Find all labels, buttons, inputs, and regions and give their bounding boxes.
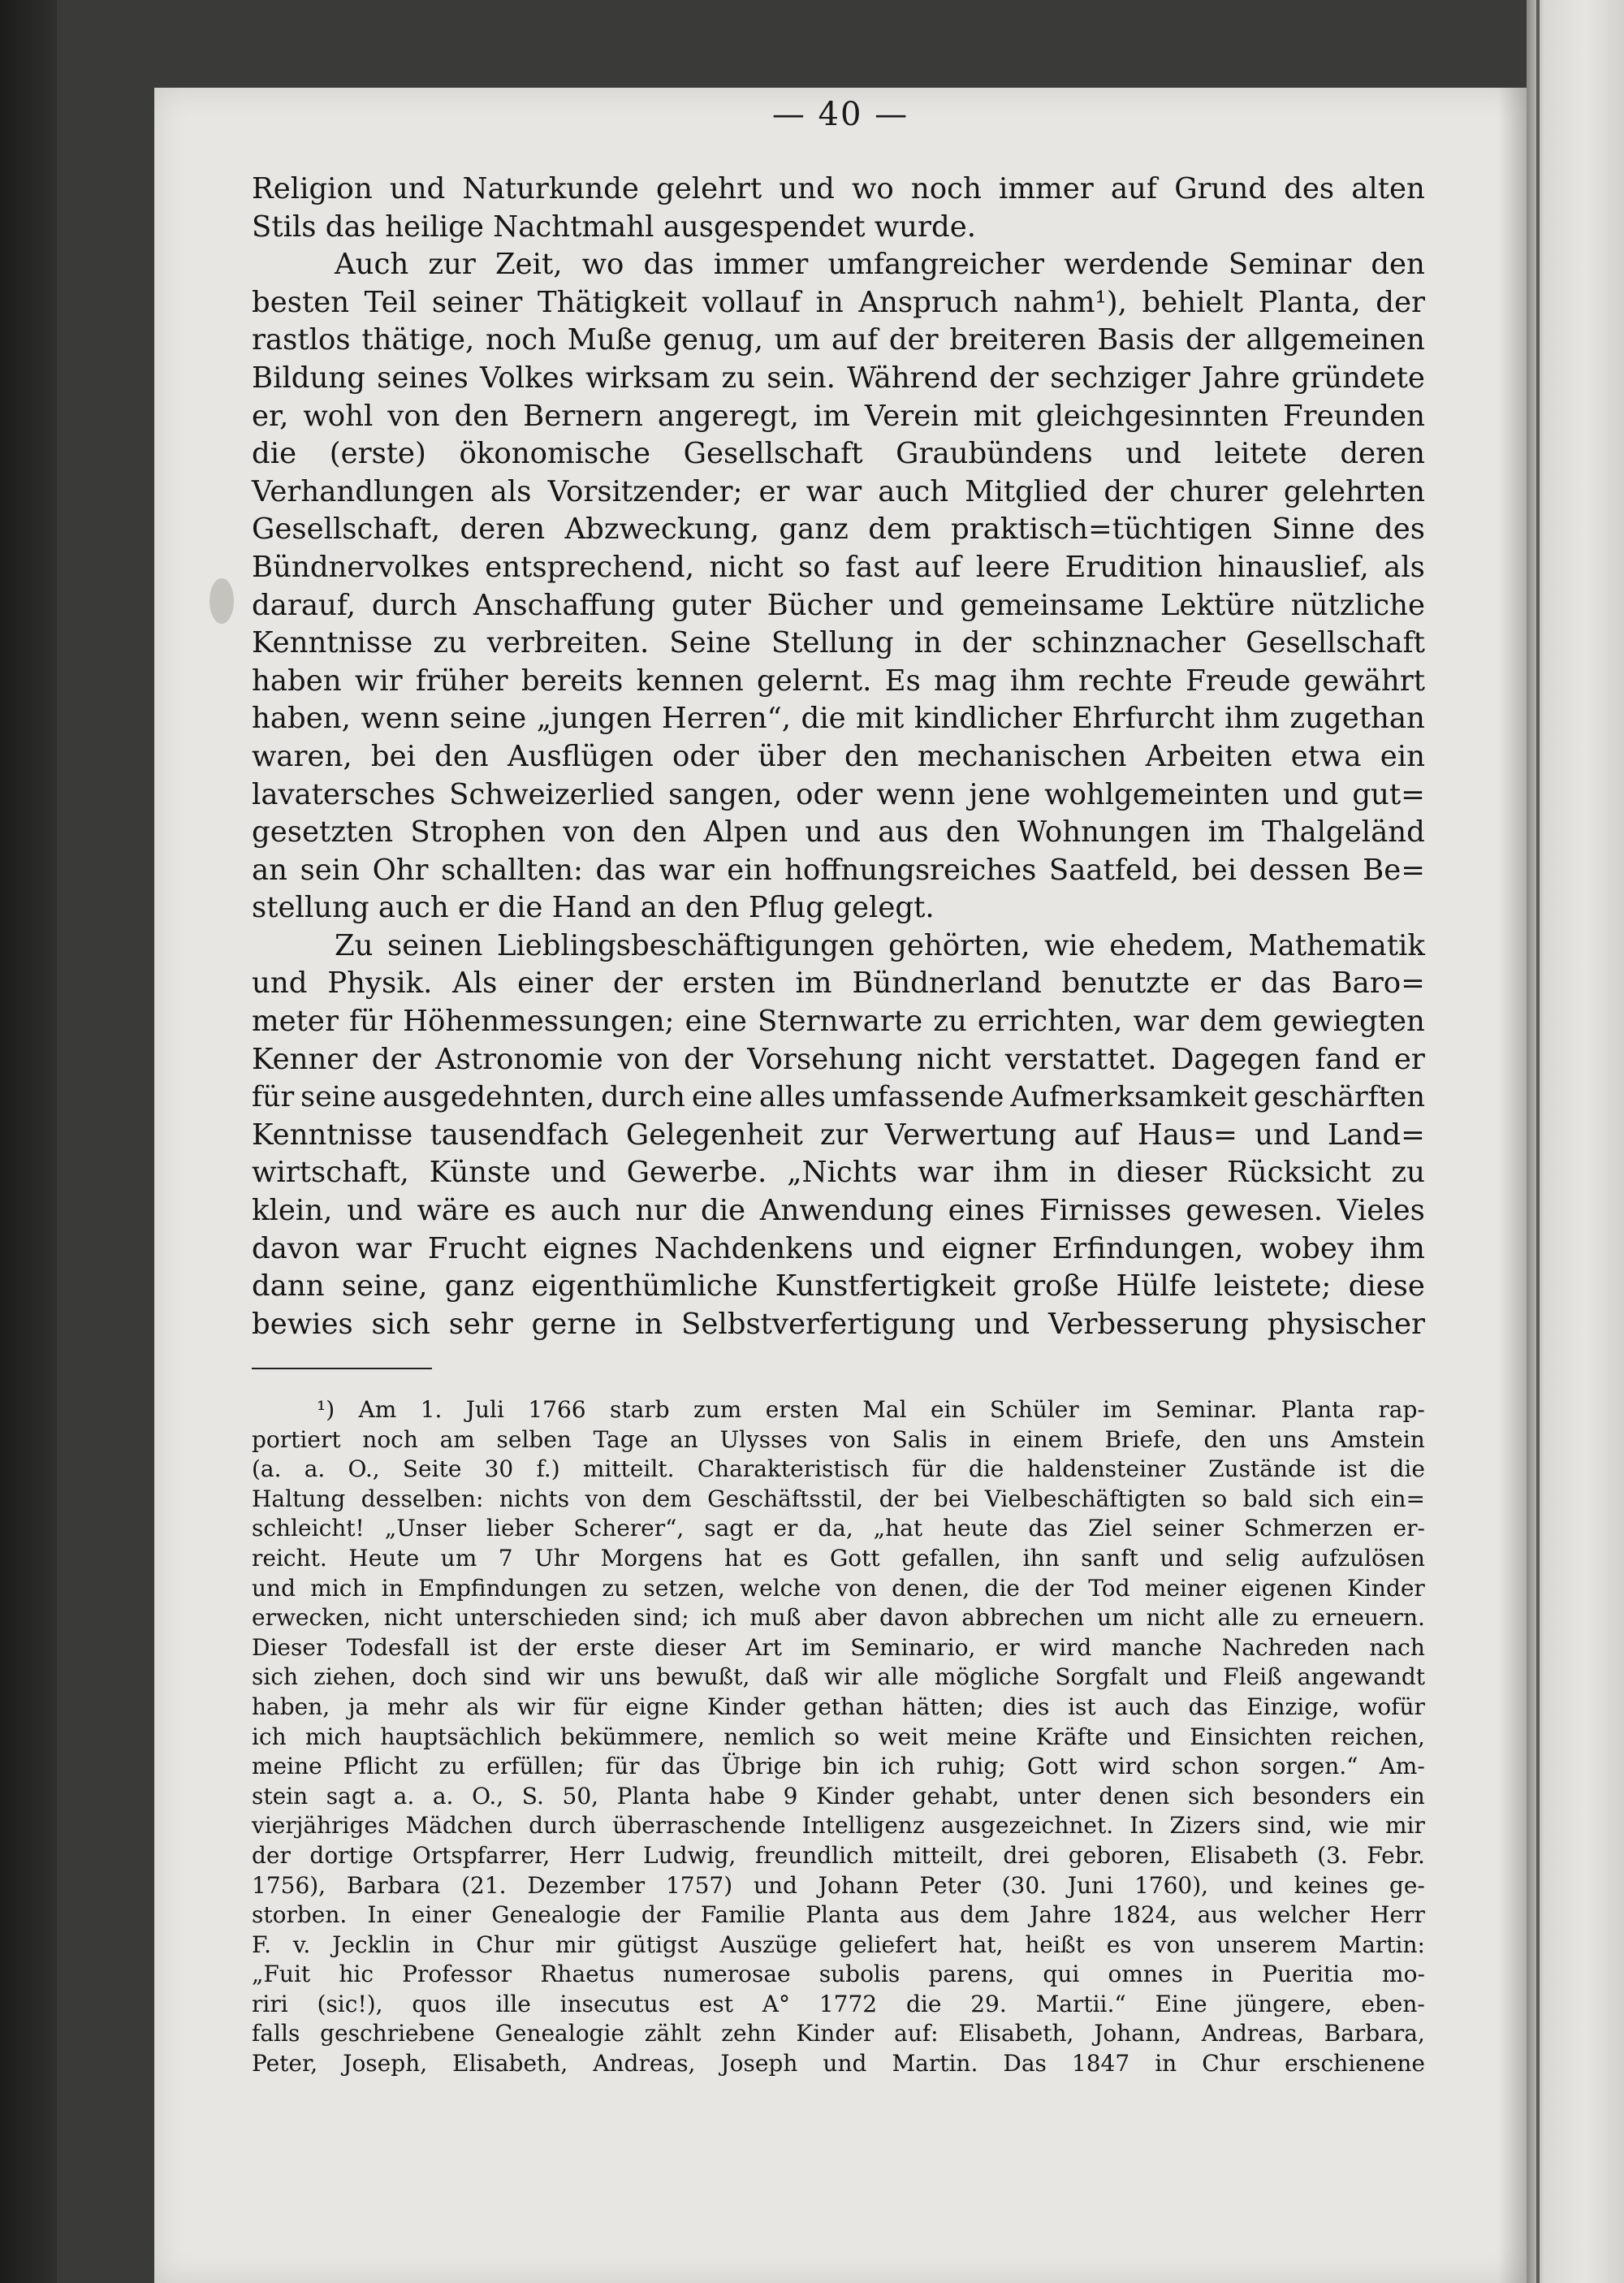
footnote-line: (a. a. O., Seite 30 f.) mitteilt. Charakteristisch für die haldensteiner Zustände ist die	[252, 1455, 1425, 1483]
footnote-line: der dortige Ortspfarrer, Herr Ludwig, freundlich mitteilt, drei geboren, Elisabeth (3. Febr.	[252, 1841, 1425, 1869]
text-line: haben wir früher bereits kennen gelernt. Es mag ihm rechte Freude gewährt	[252, 664, 1425, 698]
footnote-line: falls geschriebene Genealogie zählt zehn Kinder auf: Elisabeth, Johann, Andreas, Barbara,	[252, 2020, 1425, 2047]
text-line: Zu seinen Lieblingsbeschäftigungen gehörten, wie ehedem, Mathematik	[335, 928, 1425, 962]
text-line: wirtschaft, Künste und Gewerbe. „Nichts war ihm in dieser Rücksicht zu	[252, 1156, 1425, 1190]
main-text-block	[252, 171, 1425, 1343]
footnote-line: portiert noch am selben Tage an Ulysses von Salis in einem Briefe, den uns Amstein	[252, 1425, 1425, 1453]
footnote-line: reicht. Heute um 7 Uhr Morgens hat es Gott gefallen, ihn sanft und selig aufzulösen	[252, 1544, 1425, 1572]
scan-background-left	[0, 0, 57, 2283]
text-line: Kenntnisse tausendfach Gelegenheit zur Verwertung auf Haus= und Land=	[252, 1118, 1425, 1152]
footnote-line: erwecken, nicht unterschieden sind; ich muß aber davon abbrechen um nicht alle zu erneuern.	[252, 1604, 1425, 1632]
adjacent-page-edge	[1527, 0, 1624, 2283]
page-gap-line	[1536, 0, 1540, 2283]
text-line: haben, wenn seine „jungen Herren“, die mit kindlicher Ehrfurcht ihm zugethan	[252, 702, 1425, 736]
text-line: gesetzten Strophen von den Alpen und aus den Wohnungen im Thalgeländ	[252, 815, 1425, 850]
footnote-separator	[252, 1368, 432, 1369]
footnote-block	[252, 1395, 1425, 2079]
page-number: — 40 —	[771, 96, 909, 133]
text-line: lavatersches Schweizerlied sangen, oder wenn jene wohlgemeinten und gut=	[252, 777, 1425, 811]
footnote-line: F. v. Jecklin in Chur mir gütigst Auszüge geliefert hat, heißt es von unserem Martin:	[252, 1931, 1425, 1958]
text-line: bewies sich sehr gerne in Selbstverfertigung und Verbesserung physischer	[252, 1307, 1425, 1341]
text-line: darauf, durch Anschaffung guter Bücher und gemeinsame Lektüre nützliche	[252, 588, 1425, 622]
text-line-text: Stils das heilige Nachtmahl ausgespendet wurde.	[252, 210, 977, 244]
text-line	[252, 209, 1425, 247]
text-line: Gesellschaft, deren Abzweckung, ganz dem praktisch=tüchtigen Sinne des	[252, 512, 1425, 547]
footnote-line: stein sagt a. a. O., S. 50, Planta habe 9 Kinder gehabt, unter denen sich besonders ein	[252, 1782, 1425, 1810]
footnote-line: storben. In einer Genealogie der Familie Planta aus dem Jahre 1824, aus welcher Herr	[252, 1901, 1425, 1929]
footnote-line: Peter, Joseph, Elisabeth, Andreas, Joseph und Martin. Das 1847 in Chur erschienene	[252, 2050, 1425, 2078]
text-line: Bündnervolkes entsprechend, nicht so fast auf leere Erudition hinauslief, als	[252, 550, 1425, 584]
footnote-line: haben, ja mehr als wir für eigne Kinder gethan hätten; dies ist auch das Einzige, wofür	[252, 1693, 1425, 1720]
text-line: klein, und wäre es auch nur die Anwendung eines Firnisses gewesen. Vieles	[252, 1194, 1425, 1228]
text-line: waren, bei den Ausflügen oder über den mechanischen Arbeiten etwa ein	[252, 739, 1425, 773]
footnote-line: schleicht! „Unser lieber Scherer“, sagt er da, „hat heute das Ziel seiner Schmerzen er-	[252, 1515, 1425, 1542]
text-line: an sein Ohr schallten: das war ein hoffnungsreiches Saatfeld, bei dessen Be=	[252, 853, 1425, 887]
text-line: und Physik. Als einer der ersten im Bündnerland benutzte er das Baro=	[252, 966, 1425, 1001]
text-line: er, wohl von den Bernern angeregt, im Verein mit gleichgesinnten Freunden	[252, 399, 1425, 433]
text-line: davon war Frucht eignes Nachdenkens und eigner Erfindungen, wobey ihm	[252, 1231, 1425, 1265]
text-line: Bildung seines Volkes wirksam zu sein. Während der sechziger Jahre gründete	[252, 361, 1425, 395]
footnote-line: und mich in Empfindungen zu setzen, welche von denen, die der Tod meiner eigenen Kinder	[252, 1574, 1425, 1602]
text-line: Verhandlungen als Vorsitzender; er war auch Mitglied der churer gelehrten	[252, 474, 1425, 508]
text-line: die (erste) ökonomische Gesellschaft Graubündens und leitete deren	[252, 437, 1425, 471]
footnote-line: 1756), Barbara (21. Dezember 1757) und Johann Peter (30. Juni 1760), und keines ge-	[252, 1871, 1425, 1899]
footnote-line: meine Pflicht zu erfüllen; für das Übrige bin ich ruhig; Gott wird schon sorgen.“ Am-	[252, 1753, 1425, 1780]
footnote-line: sich ziehen, doch sind wir uns bewußt, daß wir alle mögliche Sorgfalt und Fleiß angewandt	[252, 1663, 1425, 1691]
text-line: meter für Höhenmessungen; eine Sternwarte zu errichten, war dem gewiegten	[252, 1005, 1425, 1039]
text-line: rastlos thätige, noch Muße genug, um auf der breiteren Basis der allgemeinen	[252, 323, 1425, 357]
text-line: für seine ausgedehnten, durch eine alles umfassende Aufmerksamkeit geschärften	[252, 1081, 1425, 1114]
footnote-line: ¹) Am 1. Juli 1766 starb zum ersten Mal ein Schüler im Seminar. Planta rap-	[317, 1396, 1425, 1423]
footnote-line: Dieser Todesfall ist der erste dieser Art im Seminario, er wird manche Nachreden nach	[252, 1633, 1425, 1661]
scan-smudge	[209, 578, 234, 624]
footnote-line: riri (sic!), quos ille insecutus est A° 1772 die 29. Martii.“ Eine jüngere, eben-	[252, 1990, 1425, 2017]
text-line: Kenner der Astronomie von der Vorsehung nicht verstattet. Dagegen fand er	[252, 1042, 1425, 1076]
text-line-text: stellung auch er die Hand an den Pflug gelegt.	[252, 891, 935, 925]
footnote-line: Haltung desselben: nichts von dem Geschäftsstil, der bei Vielbeschäftigten so bald sich ein=	[252, 1485, 1425, 1512]
text-line: dann seine, ganz eigenthümliche Kunstfertigkeit große Hülfe leistete; diese	[252, 1269, 1425, 1304]
text-line: Auch zur Zeit, wo das immer umfangreicher werdende Seminar den	[335, 248, 1425, 282]
text-line	[252, 889, 1425, 927]
text-line: besten Teil seiner Thätigkeit vollauf in Anspruch nahm¹), behielt Planta, der	[252, 285, 1425, 319]
footnote-line: ich mich hauptsächlich bekümmere, nemlich so weit meine Kräfte und Einsichten reichen,	[252, 1723, 1425, 1750]
footnote-line: vierjähriges Mädchen durch überraschende Intelligenz ausgezeichnet. In Zizers sind, wie mir	[252, 1812, 1425, 1840]
footnote-line: „Fuit hic Professor Rhaetus numerosae subolis parens, qui omnes in Pueritia mo-	[252, 1961, 1425, 1988]
text-line: Kenntnisse zu verbreiten. Seine Stellung in der schinznacher Gesellschaft	[252, 626, 1425, 660]
page-fold-shadow	[1498, 88, 1527, 2283]
text-line: Religion und Naturkunde gelehrt und wo noch immer auf Grund des alten	[252, 172, 1425, 205]
